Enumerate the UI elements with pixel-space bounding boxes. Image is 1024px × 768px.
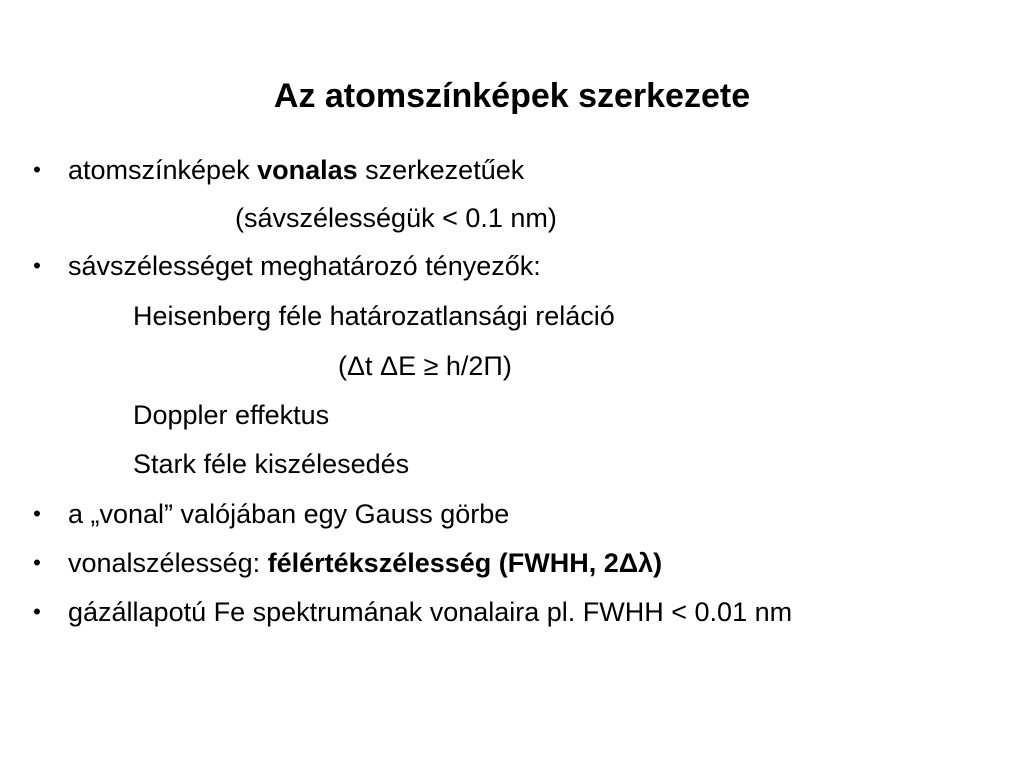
factor-stark-text: Stark féle kiszélesedés xyxy=(133,449,410,479)
factor-heisenberg-formula xyxy=(0,348,1024,384)
bandwidth-factors-text: sávszélességet meghatározó tényezők: xyxy=(68,251,541,281)
linewidth-text xyxy=(68,545,662,581)
line-structure-text xyxy=(68,152,524,188)
bandwidth-note-text: (sávszélességük < 0.1 nm) xyxy=(235,203,557,233)
factor-stark xyxy=(0,446,1024,482)
fe-spectrum-text: gázállapotú Fe spektrumának vonalaira pl. FWHH < 0.01 nm xyxy=(68,597,793,627)
linewidth-prefix: vonalszélesség: xyxy=(68,548,268,578)
list-item-gauss xyxy=(0,496,1024,532)
bullet-icon: • xyxy=(33,599,41,624)
line-structure-suffix: szerkezetűek xyxy=(357,155,525,185)
gauss-text: a „vonal” valójában egy Gauss görbe xyxy=(68,499,510,529)
line-structure-bold: vonalas xyxy=(257,155,358,185)
bullet-icon: • xyxy=(33,501,41,526)
list-item-line-structure xyxy=(0,152,1024,188)
bullet-icon: • xyxy=(33,550,41,575)
heisenberg-formula-text: (Δt ΔE ≥ h/2Π) xyxy=(338,351,512,381)
factor-doppler-text: Doppler effektus xyxy=(133,400,330,430)
list-item-bandwidth-factors xyxy=(0,248,1024,284)
bullet-icon: • xyxy=(33,157,41,182)
line-structure-prefix: atomszínképek xyxy=(68,155,258,185)
factor-doppler xyxy=(0,397,1024,433)
linewidth-bold: félértékszélesség (FWHH, 2Δλ) xyxy=(267,548,663,578)
factor-heisenberg xyxy=(0,298,1024,334)
bandwidth-note xyxy=(0,200,1024,236)
list-item-linewidth xyxy=(0,545,1024,581)
bullet-icon: • xyxy=(33,253,41,278)
list-item-fe-spectrum xyxy=(0,594,1024,630)
slide-title: Az atomszínképek szerkezete xyxy=(273,77,751,115)
factor-heisenberg-text: Heisenberg féle határozatlansági reláció xyxy=(133,301,615,331)
